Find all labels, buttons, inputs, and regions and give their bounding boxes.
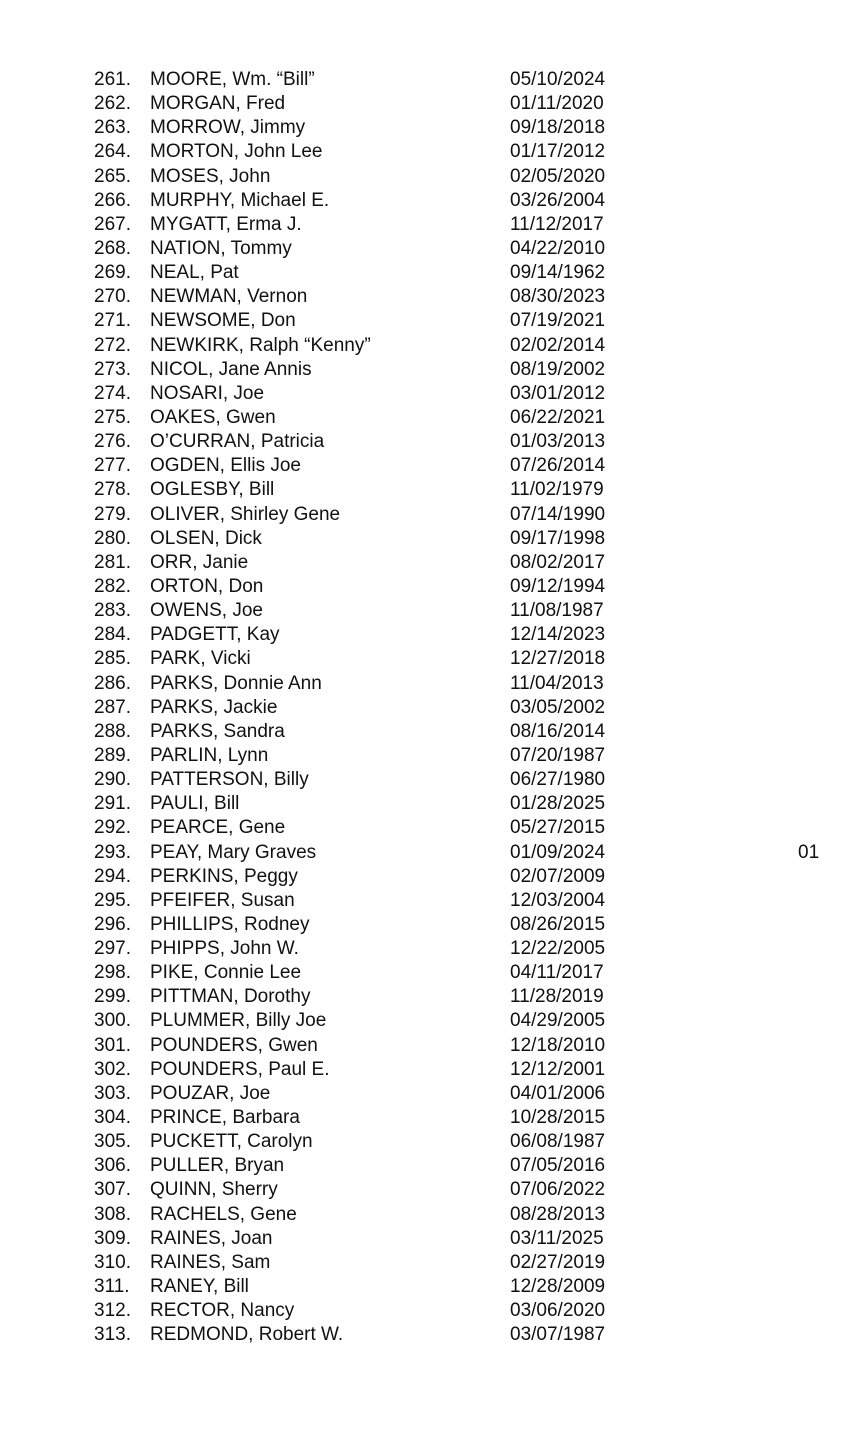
list-item	[0, 406, 864, 430]
list-item	[0, 189, 864, 213]
entry-name: QUINN, Sherry	[150, 1179, 278, 1201]
entry-date: 12/12/2001	[510, 1058, 606, 1080]
list-item	[0, 1323, 864, 1347]
entry-date: 04/01/2006	[510, 1082, 606, 1104]
entry-name: PATTERSON, Billy	[150, 769, 309, 791]
list-item	[0, 1275, 864, 1299]
entry-number: 271.	[94, 310, 131, 332]
entry-name: MORGAN, Fred	[150, 93, 286, 115]
entry-name: MYGATT, Erma J.	[150, 213, 302, 235]
entry-date: 12/22/2005	[510, 938, 606, 960]
list-item	[0, 309, 864, 333]
entry-date: 11/28/2019	[510, 986, 604, 1008]
entry-number: 312.	[94, 1300, 131, 1322]
entry-date: 04/29/2005	[510, 1010, 606, 1032]
entry-number: 267.	[94, 213, 131, 235]
entry-date: 04/11/2017	[510, 962, 604, 984]
list-item	[0, 358, 864, 382]
entry-number: 304.	[94, 1107, 131, 1129]
entry-number: 261.	[94, 69, 131, 90]
list-item	[0, 1130, 864, 1154]
entry-date: 12/27/2018	[510, 648, 606, 670]
entry-date: 08/26/2015	[510, 913, 606, 935]
entry-name: MOSES, John	[150, 165, 271, 187]
list-item	[0, 213, 864, 237]
list-item	[0, 599, 864, 623]
entry-date: 07/05/2016	[510, 1155, 606, 1177]
entry-date: 01/09/2024	[510, 841, 606, 863]
list-item	[0, 454, 864, 478]
list-item	[0, 334, 864, 358]
entry-number: 280.	[94, 527, 131, 549]
entry-number: 269.	[94, 262, 131, 284]
entry-number: 283.	[94, 600, 131, 622]
list-item	[0, 478, 864, 502]
entry-date: 08/16/2014	[510, 720, 606, 742]
list-item	[0, 527, 864, 551]
entry-date: 08/30/2023	[510, 286, 606, 308]
entry-name: RACHELS, Gene	[150, 1203, 297, 1225]
entry-date: 12/18/2010	[510, 1034, 606, 1056]
list-item	[0, 1299, 864, 1323]
entry-date: 12/14/2023	[510, 624, 606, 646]
entry-name: PUCKETT, Carolyn	[150, 1131, 313, 1153]
entry-number: 276.	[94, 431, 131, 453]
list-item	[0, 889, 864, 913]
entry-number: 296.	[94, 913, 131, 935]
list-item	[0, 1178, 864, 1202]
list-item	[0, 720, 864, 744]
list-item	[0, 1009, 864, 1033]
entry-name: PHILLIPS, Rodney	[150, 913, 310, 935]
entry-date: 04/22/2010	[510, 237, 606, 259]
entry-date: 02/05/2020	[510, 165, 606, 187]
entry-name: POUNDERS, Gwen	[150, 1034, 318, 1056]
entry-date: 03/06/2020	[510, 1300, 606, 1322]
entry-date: 03/01/2012	[510, 382, 606, 404]
member-list	[0, 68, 864, 1347]
entry-number: 274.	[94, 382, 131, 404]
entry-date: 03/05/2002	[510, 696, 606, 718]
entry-number: 291.	[94, 793, 131, 815]
entry-number: 277.	[94, 455, 131, 477]
entry-number: 282.	[94, 575, 131, 597]
entry-date: 09/12/1994	[510, 575, 606, 597]
entry-extra-value: 01	[798, 841, 820, 863]
entry-name: PFEIFER, Susan	[150, 889, 295, 911]
entry-number: 305.	[94, 1131, 131, 1153]
list-item	[0, 92, 864, 116]
entry-date: 07/26/2014	[510, 455, 606, 477]
entry-name: PAULI, Bill	[150, 793, 240, 815]
entry-name: PIKE, Connie Lee	[150, 962, 302, 984]
entry-date: 12/28/2009	[510, 1276, 606, 1298]
entry-name: PARLIN, Lynn	[150, 744, 269, 766]
entry-date: 10/28/2015	[510, 1107, 606, 1129]
entry-number: 300.	[94, 1010, 131, 1032]
list-item	[0, 647, 864, 671]
entry-date: 09/17/1998	[510, 527, 606, 549]
list-item	[0, 672, 864, 696]
list-item	[0, 623, 864, 647]
entry-number: 262.	[94, 93, 131, 115]
entry-name: RECTOR, Nancy	[150, 1300, 295, 1322]
entry-number: 281.	[94, 551, 131, 573]
entry-name: PEARCE, Gene	[150, 817, 286, 839]
list-item	[0, 430, 864, 454]
entry-number: 273.	[94, 358, 131, 380]
entry-number: 270.	[94, 286, 131, 308]
entry-name: PARKS, Jackie	[150, 696, 278, 718]
entry-date: 06/08/1987	[510, 1131, 606, 1153]
entry-number: 293.	[94, 841, 131, 863]
entry-name: RAINES, Joan	[150, 1227, 273, 1249]
list-item	[0, 1106, 864, 1130]
entry-date: 06/22/2021	[510, 406, 606, 428]
entry-date: 03/07/1987	[510, 1324, 606, 1346]
list-item	[0, 1082, 864, 1106]
entry-number: 306.	[94, 1155, 131, 1177]
entry-name: O’CURRAN, Patricia	[150, 431, 325, 453]
list-item	[0, 696, 864, 720]
list-item	[0, 551, 864, 575]
list-item	[0, 937, 864, 961]
entry-number: 303.	[94, 1082, 131, 1104]
entry-name: PHIPPS, John W.	[150, 938, 299, 960]
entry-number: 309.	[94, 1227, 131, 1249]
list-item	[0, 68, 864, 92]
entry-name: PADGETT, Kay	[150, 624, 280, 646]
list-item	[0, 1154, 864, 1178]
list-item	[0, 382, 864, 406]
list-item	[0, 841, 864, 865]
entry-number: 266.	[94, 189, 131, 211]
entry-number: 295.	[94, 889, 131, 911]
entry-number: 313.	[94, 1324, 131, 1346]
list-item	[0, 165, 864, 189]
entry-name: OGLESBY, Bill	[150, 479, 275, 501]
entry-date: 07/14/1990	[510, 503, 606, 525]
entry-name: RANEY, Bill	[150, 1276, 249, 1298]
entry-date: 03/11/2025	[510, 1227, 604, 1249]
entry-name: ORR, Janie	[150, 551, 249, 573]
list-item	[0, 1058, 864, 1082]
entry-number: 268.	[94, 237, 131, 259]
entry-date: 08/19/2002	[510, 358, 606, 380]
entry-number: 302.	[94, 1058, 131, 1080]
entry-name: PLUMMER, Billy Joe	[150, 1010, 327, 1032]
entry-number: 311.	[94, 1276, 130, 1298]
entry-number: 299.	[94, 986, 131, 1008]
entry-number: 294.	[94, 865, 131, 887]
entry-name: POUNDERS, Paul E.	[150, 1058, 330, 1080]
list-item	[0, 575, 864, 599]
entry-name: MORTON, John Lee	[150, 141, 323, 163]
list-item	[0, 503, 864, 527]
entry-name: PARK, Vicki	[150, 648, 251, 670]
entry-name: OWENS, Joe	[150, 600, 263, 622]
entry-name: OAKES, Gwen	[150, 406, 276, 428]
list-item	[0, 961, 864, 985]
entry-name: REDMOND, Robert W.	[150, 1324, 344, 1346]
entry-name: PERKINS, Peggy	[150, 865, 298, 887]
list-item	[0, 140, 864, 164]
list-item	[0, 1251, 864, 1275]
entry-number: 279.	[94, 503, 131, 525]
entry-date: 09/14/1962	[510, 262, 606, 284]
entry-date: 01/17/2012	[510, 141, 606, 163]
entry-date: 02/07/2009	[510, 865, 606, 887]
list-item	[0, 116, 864, 140]
entry-number: 289.	[94, 744, 131, 766]
entry-name: POUZAR, Joe	[150, 1082, 271, 1104]
entry-name: PRINCE, Barbara	[150, 1107, 300, 1129]
list-item	[0, 913, 864, 937]
entry-date: 09/18/2018	[510, 117, 606, 139]
entry-name: PULLER, Bryan	[150, 1155, 285, 1177]
entry-date: 11/02/1979	[510, 479, 604, 501]
list-item	[0, 237, 864, 261]
entry-number: 287.	[94, 696, 131, 718]
entry-name: OGDEN, Ellis Joe	[150, 455, 301, 477]
entry-date: 05/10/2024	[510, 69, 606, 90]
list-item	[0, 1203, 864, 1227]
entry-number: 310.	[94, 1251, 131, 1273]
list-item	[0, 985, 864, 1009]
entry-number: 301.	[94, 1034, 131, 1056]
list-item	[0, 792, 864, 816]
entry-number: 308.	[94, 1203, 131, 1225]
entry-name: MOORE, Wm. “Bill”	[150, 69, 315, 90]
entry-date: 12/03/2004	[510, 889, 606, 911]
entry-number: 264.	[94, 141, 131, 163]
entry-name: NATION, Tommy	[150, 237, 292, 259]
entry-number: 286.	[94, 672, 131, 694]
entry-name: NEWMAN, Vernon	[150, 286, 308, 308]
entry-date: 11/04/2013	[510, 672, 604, 694]
entry-number: 263.	[94, 117, 131, 139]
entry-date: 07/06/2022	[510, 1179, 606, 1201]
list-item	[0, 865, 864, 889]
entry-name: RAINES, Sam	[150, 1251, 271, 1273]
entry-date: 07/19/2021	[510, 310, 606, 332]
list-item	[0, 1034, 864, 1058]
entry-number: 290.	[94, 769, 131, 791]
list-item	[0, 285, 864, 309]
entry-number: 297.	[94, 938, 131, 960]
entry-name: MORROW, Jimmy	[150, 117, 306, 139]
entry-date: 11/08/1987	[510, 600, 604, 622]
entry-date: 03/26/2004	[510, 189, 606, 211]
entry-date: 01/03/2013	[510, 431, 606, 453]
list-item	[0, 1227, 864, 1251]
entry-number: 272.	[94, 334, 131, 356]
entry-date: 01/28/2025	[510, 793, 606, 815]
entry-number: 292.	[94, 817, 131, 839]
entry-name: NOSARI, Joe	[150, 382, 265, 404]
entry-date: 02/27/2019	[510, 1251, 606, 1273]
entry-date: 11/12/2017	[510, 213, 604, 235]
entry-name: NICOL, Jane Annis	[150, 358, 312, 380]
entry-number: 284.	[94, 624, 131, 646]
entry-name: PEAY, Mary Graves	[150, 841, 317, 863]
entry-name: NEWSOME, Don	[150, 310, 296, 332]
entry-name: OLIVER, Shirley Gene	[150, 503, 341, 525]
entry-date: 05/27/2015	[510, 817, 606, 839]
entry-date: 01/11/2020	[510, 93, 604, 115]
entry-name: NEWKIRK, Ralph “Kenny”	[150, 334, 371, 356]
entry-date: 06/27/1980	[510, 769, 606, 791]
entry-number: 275.	[94, 406, 131, 428]
entry-name: NEAL, Pat	[150, 262, 239, 284]
entry-date: 08/28/2013	[510, 1203, 606, 1225]
entry-number: 298.	[94, 962, 131, 984]
entry-name: OLSEN, Dick	[150, 527, 262, 549]
entry-name: PARKS, Donnie Ann	[150, 672, 322, 694]
list-item	[0, 261, 864, 285]
entry-number: 307.	[94, 1179, 131, 1201]
entry-date: 08/02/2017	[510, 551, 606, 573]
entry-name: ORTON, Don	[150, 575, 264, 597]
entry-number: 288.	[94, 720, 131, 742]
entry-name: MURPHY, Michael E.	[150, 189, 330, 211]
entry-name: PARKS, Sandra	[150, 720, 285, 742]
entry-date: 02/02/2014	[510, 334, 606, 356]
entry-name: PITTMAN, Dorothy	[150, 986, 311, 1008]
entry-date: 07/20/1987	[510, 744, 606, 766]
list-item	[0, 816, 864, 840]
list-item	[0, 744, 864, 768]
list-item	[0, 768, 864, 792]
entry-number: 278.	[94, 479, 131, 501]
entry-number: 285.	[94, 648, 131, 670]
entry-number: 265.	[94, 165, 131, 187]
